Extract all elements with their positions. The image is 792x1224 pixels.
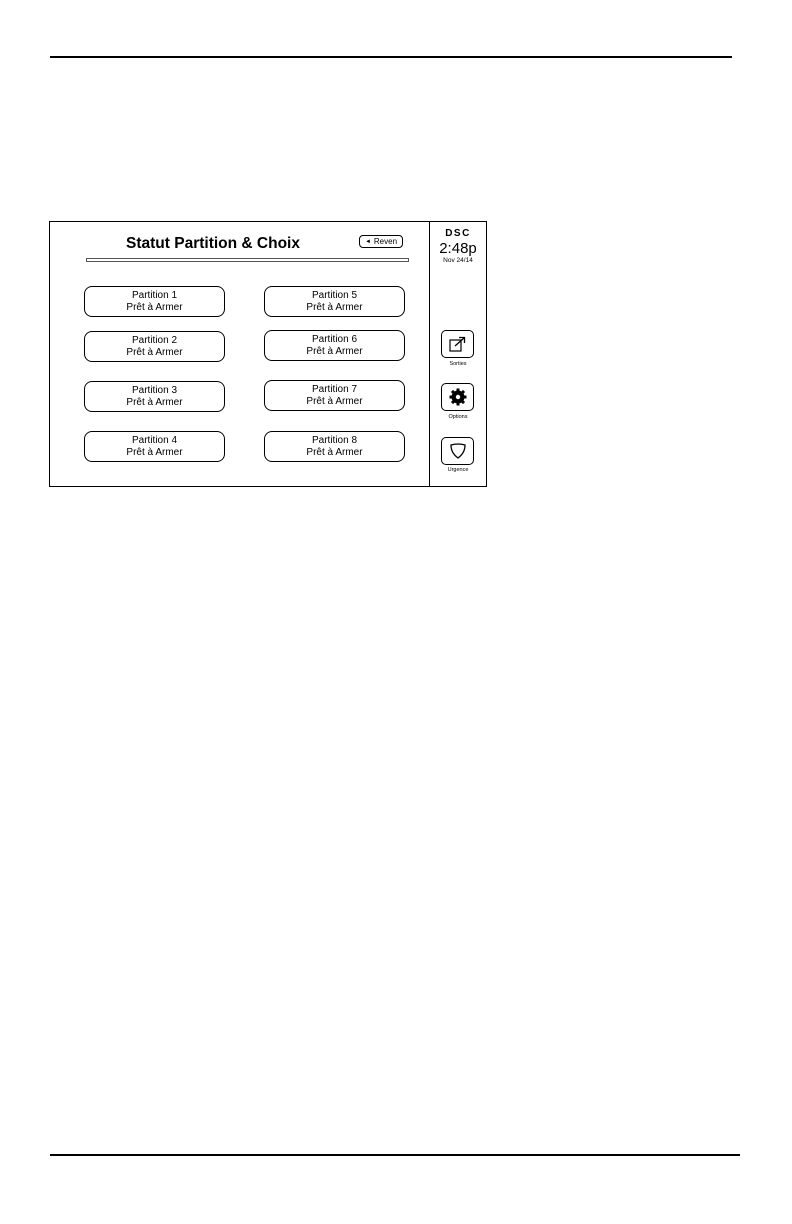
partition-name: Partition 1: [131, 290, 178, 301]
partition-6-button[interactable]: [264, 330, 405, 361]
urgence-label: Urgence: [447, 467, 469, 473]
sorties-label: Sorties: [449, 361, 467, 367]
partition-1-button[interactable]: [84, 286, 225, 317]
partition-status: Prêt à Armer: [126, 301, 183, 313]
back-button[interactable]: [359, 235, 403, 248]
back-button-label: Reven: [373, 237, 398, 246]
partition-name: Partition 7: [311, 384, 358, 395]
partition-3-button[interactable]: [84, 381, 225, 412]
clock-date: Nov 24/14: [443, 257, 473, 264]
gear-icon: [448, 387, 468, 407]
exit-arrow-icon: [448, 335, 468, 353]
shield-icon: [449, 442, 467, 460]
partition-name: Partition 6: [311, 334, 358, 345]
sorties-button[interactable]: [441, 330, 474, 358]
partition-name: Partition 5: [311, 290, 358, 301]
partition-status: Prêt à Armer: [306, 395, 363, 407]
partition-name: Partition 8: [311, 435, 358, 446]
options-button[interactable]: [441, 383, 474, 411]
partition-status: Prêt à Armer: [306, 301, 363, 313]
clock-time: 2:48p: [439, 240, 477, 257]
partition-name: Partition 2: [131, 335, 178, 346]
partition-name: Partition 4: [131, 435, 178, 446]
page-footer-rule: [50, 1154, 740, 1156]
back-arrow-icon: ◄: [364, 239, 371, 245]
main-area: [50, 222, 429, 486]
page-title: Statut Partition & Choix: [126, 235, 300, 252]
partition-status: Prêt à Armer: [126, 396, 183, 408]
partition-status: Prêt à Armer: [306, 345, 363, 357]
brand-logo: DSC: [445, 228, 471, 239]
page-header-rule: [50, 56, 732, 58]
partition-status: Prêt à Armer: [126, 346, 183, 358]
urgence-button[interactable]: [441, 437, 474, 465]
partition-8-button[interactable]: [264, 431, 405, 462]
options-label: Options: [448, 414, 468, 420]
partition-4-button[interactable]: [84, 431, 225, 462]
keypad-screen: [49, 221, 487, 487]
title-divider-bar: [86, 258, 409, 262]
partition-name: Partition 3: [131, 385, 178, 396]
partition-status: Prêt à Armer: [126, 446, 183, 458]
partition-2-button[interactable]: [84, 331, 225, 362]
partition-status: Prêt à Armer: [306, 446, 363, 458]
sidebar: [429, 222, 486, 486]
partition-7-button[interactable]: [264, 380, 405, 411]
partition-5-button[interactable]: [264, 286, 405, 317]
